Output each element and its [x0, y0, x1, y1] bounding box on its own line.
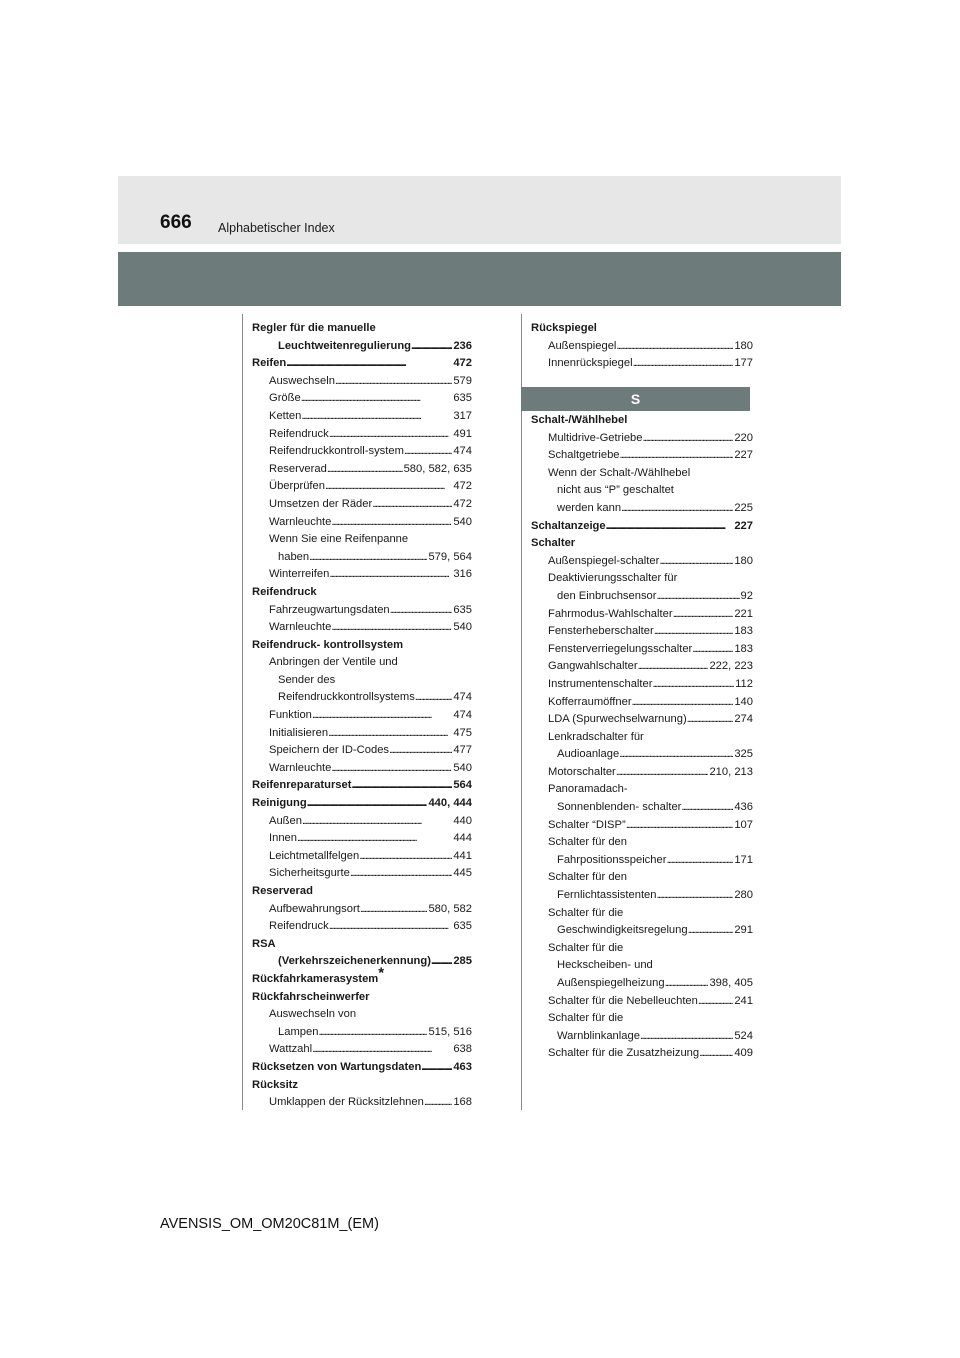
index-entry-term: Lampen	[278, 1025, 319, 1038]
index-entry-term: Rückfahrkamerasystem	[252, 972, 379, 985]
index-entry	[531, 887, 753, 905]
index-entry	[531, 957, 753, 975]
dot-leader	[606, 518, 734, 536]
index-entry	[531, 1028, 753, 1046]
index-entry-term: den Einbruchsensor	[557, 589, 657, 602]
index-entry	[531, 764, 753, 782]
index-entry-page: 474	[453, 709, 472, 722]
index-entry-page: 440	[453, 814, 472, 827]
index-entry-page: 225	[734, 501, 753, 514]
index-entry-term: Reifendruck	[269, 920, 329, 933]
index-entry-page: 472	[453, 480, 472, 493]
index-entry	[252, 1059, 472, 1077]
index-entry-term: Schalter für die	[548, 906, 624, 919]
dot-leader	[307, 795, 428, 813]
index-entry	[531, 905, 753, 923]
index-entry-page: 222, 223	[709, 660, 753, 673]
dot-leader	[301, 408, 452, 426]
index-entry-page: 180	[734, 554, 753, 567]
dot-leader	[360, 901, 428, 919]
index-entry-term: Wattzahl	[269, 1043, 313, 1056]
index-entry-term: Speichern der ID-Codes	[269, 744, 390, 757]
index-entry-page: 291	[734, 924, 753, 937]
index-entry-term: Schalter für die	[548, 941, 624, 954]
index-entry-page: 177	[734, 357, 753, 370]
dot-leader	[657, 588, 740, 606]
dot-leader	[621, 500, 733, 518]
index-entry-term: LDA (Spurwechselwarnung)	[548, 713, 687, 726]
index-entry	[531, 465, 753, 483]
index-entry-term: Initialisieren	[269, 726, 329, 739]
index-entry	[252, 742, 472, 760]
index-entry-term: Deaktivierungsschalter für	[548, 572, 678, 585]
index-entry	[252, 637, 472, 655]
dot-leader	[312, 1041, 452, 1059]
index-entry-term: Warnleuchte	[269, 515, 332, 528]
index-entry-page: 92	[740, 589, 753, 602]
index-entry	[531, 355, 753, 373]
index-entry-term: Fensterheberschalter	[548, 625, 654, 638]
index-entry	[252, 901, 472, 919]
footnote-star: *	[378, 964, 385, 982]
index-entry-page: 236	[453, 339, 472, 352]
dot-leader	[329, 426, 453, 444]
index-entry-term: Schalter für die Zusatzheizung	[548, 1047, 700, 1060]
index-entry	[252, 936, 472, 954]
index-entry-page: 564	[453, 779, 472, 792]
index-entry-page: 180	[734, 339, 753, 352]
index-entry-term: Schalter für den	[548, 836, 627, 849]
index-entry-page: 580, 582, 635	[403, 462, 472, 475]
index-entry	[531, 711, 753, 729]
index-entry-term: Auswechseln von	[269, 1008, 357, 1021]
index-entry-page: 317	[453, 409, 472, 422]
dot-leader	[411, 338, 452, 356]
index-entry-term: Fahrzeugwartungsdaten	[269, 603, 390, 616]
index-entry-page: 580, 582	[428, 902, 472, 915]
index-entry-term: Leichtmetallfelgen	[269, 849, 360, 862]
index-entry	[531, 1010, 753, 1028]
index-entry-page: 635	[453, 920, 472, 933]
index-entry	[252, 918, 472, 936]
index-entry-page: 474	[453, 691, 472, 704]
index-entry	[531, 729, 753, 747]
index-entry	[531, 500, 753, 518]
index-entry-term: nicht aus “P” geschaltet	[557, 484, 674, 497]
dot-leader	[318, 1024, 427, 1042]
index-entry	[531, 641, 753, 659]
dot-leader	[424, 1094, 452, 1112]
index-entry-page: 285	[453, 955, 472, 968]
index-entry-term: Sonnenblenden- schalter	[557, 801, 682, 814]
dot-leader	[325, 478, 452, 496]
index-entry-page: 472	[453, 357, 472, 370]
dot-leader	[359, 848, 452, 866]
dot-leader	[657, 887, 734, 905]
index-entry-term: Anbringen der Ventile und	[269, 656, 398, 669]
index-entry-page: 171	[734, 853, 753, 866]
index-entry-term: Schalter für den	[548, 871, 627, 884]
index-entry-term: Leuchtweitenregulierung	[278, 339, 412, 352]
index-entry-page: 241	[734, 994, 753, 1007]
index-entry-term: Sender des	[278, 673, 336, 686]
index-entry-page: 635	[453, 392, 472, 405]
index-entry-page: 210, 213	[709, 765, 753, 778]
index-entry	[252, 461, 472, 479]
index-entry	[252, 883, 472, 901]
index-entry	[252, 707, 472, 725]
index-entry-page: 436	[734, 801, 753, 814]
index-entry-page: 168	[453, 1096, 472, 1109]
index-entry-term: Schalter “DISP”	[548, 818, 626, 831]
index-entry-term: Innen	[269, 832, 297, 845]
header-dark-bar	[118, 252, 841, 306]
index-entry	[252, 496, 472, 514]
index-entry	[252, 531, 472, 549]
index-entry-page: 398, 405	[709, 977, 753, 989]
dot-leader	[297, 830, 452, 848]
index-entry-term: Warnleuchte	[269, 761, 332, 774]
index-entry-page: 540	[453, 621, 472, 634]
index-entry-term: Reifenreparaturset	[252, 779, 352, 792]
dot-leader	[331, 619, 452, 637]
index-entry-page: 441	[453, 849, 472, 862]
dot-leader	[302, 813, 452, 831]
index-entry	[252, 654, 472, 672]
index-entry-term: Außen	[269, 814, 302, 827]
index-entry-term: Gangwahlschalter	[548, 660, 638, 673]
index-entry	[252, 443, 472, 461]
index-entry-term: Ketten	[269, 409, 302, 422]
index-entry-term: Innenrückspiegel	[548, 357, 633, 370]
dot-leader	[415, 689, 453, 707]
index-entry	[531, 623, 753, 641]
index-entry-page: 183	[734, 625, 753, 638]
index-entry-term: Fahrpositionsspeicher	[557, 853, 667, 866]
index-entry	[531, 553, 753, 571]
index-entry	[531, 588, 753, 606]
dot-leader	[350, 865, 452, 883]
section-letter-bar: S	[521, 387, 750, 411]
index-entry	[252, 725, 472, 743]
index-entry	[531, 940, 753, 958]
index-entry-term: Reserverad	[252, 885, 313, 897]
index-entry	[252, 426, 472, 444]
index-entry-page: 316	[453, 568, 472, 581]
dot-leader	[665, 975, 709, 993]
dot-leader	[372, 496, 452, 514]
index-entry	[252, 549, 472, 567]
index-entry-page: 220	[734, 431, 753, 444]
index-entry	[252, 777, 472, 795]
index-entry	[252, 830, 472, 848]
dot-leader	[404, 443, 452, 461]
index-entry	[531, 869, 753, 887]
column-rule-left	[242, 314, 243, 1110]
index-entry-term: Reifendruck	[252, 585, 317, 598]
dot-leader	[329, 918, 453, 936]
index-entry-page: 444	[453, 832, 472, 845]
column-rule-middle	[521, 314, 522, 1110]
index-entry	[531, 412, 753, 430]
index-entry	[531, 535, 753, 553]
index-entry	[252, 619, 472, 637]
index-entry-term: werden kann	[557, 501, 622, 514]
index-entry-term: Aufbewahrungsort	[269, 902, 360, 915]
index-entry-term: Warnblinkanlage	[557, 1029, 640, 1042]
dot-leader	[626, 817, 734, 835]
index-entry-page: 445	[453, 867, 472, 880]
dot-leader	[286, 355, 452, 373]
index-entry-page: 140	[734, 695, 753, 708]
index-entry-term: Rücksitz	[252, 1078, 299, 1091]
index-entry	[252, 953, 472, 971]
index-entry-term: Umklappen der Rücksitzlehnen	[269, 1096, 424, 1109]
dot-leader	[616, 764, 709, 782]
index-entry-page: 579, 564	[428, 550, 472, 563]
index-entry-term: Multidrive-Getriebe	[548, 431, 643, 444]
index-entry	[252, 989, 472, 1007]
index-entry-term: Umsetzen der Räder	[269, 497, 373, 510]
index-entry	[252, 1094, 472, 1112]
index-entry	[531, 975, 753, 993]
index-entry-term: Funktion	[269, 709, 312, 722]
index-entry	[252, 320, 472, 338]
index-entry	[531, 694, 753, 712]
index-entry	[531, 834, 753, 852]
index-entry	[252, 602, 472, 620]
index-entry-page: 221	[734, 607, 753, 620]
index-entry-page: 409	[734, 1047, 753, 1060]
index-entry	[531, 518, 753, 536]
index-entry-page: 325	[734, 748, 753, 761]
index-entry-page: 227	[734, 519, 753, 532]
index-column-right-top	[531, 320, 753, 373]
dot-leader	[666, 852, 733, 870]
section-title: Alphabetischer Index	[218, 221, 335, 235]
index-entry	[252, 848, 472, 866]
dot-leader	[309, 549, 427, 567]
index-entry	[531, 799, 753, 817]
index-entry-term: Panoramadach-	[548, 783, 628, 796]
index-entry	[252, 373, 472, 391]
index-entry-term: Heckscheiben- und	[557, 959, 653, 972]
index-entry-term: Schaltgetriebe	[548, 449, 620, 462]
index-entry-term: Reifendruckkontroll-system	[269, 445, 404, 458]
index-entry-term: Außenspiegelheizung	[557, 977, 665, 989]
index-entry	[531, 658, 753, 676]
dot-leader	[638, 658, 709, 676]
index-entry-term: Wenn Sie eine Reifenpanne	[269, 533, 409, 546]
index-entry-page: 635	[453, 603, 472, 616]
dot-leader	[652, 676, 734, 694]
index-entry-page: 540	[453, 761, 472, 774]
index-entry-page: 107	[734, 818, 753, 831]
index-entry-term: (Verkehrszeichenerkennung)	[278, 955, 431, 968]
dot-leader	[688, 922, 734, 940]
dot-leader	[616, 338, 733, 356]
dot-leader	[301, 390, 453, 408]
index-entry	[252, 338, 472, 356]
index-entry	[252, 1024, 472, 1042]
dot-leader	[331, 760, 452, 778]
index-entry	[531, 338, 753, 356]
index-entry-page: 524	[734, 1029, 753, 1042]
index-entry-term: Schalt-/Wählhebel	[531, 414, 628, 426]
index-entry-term: Wenn der Schalt-/Wählhebel	[548, 466, 691, 479]
index-entry-term: Rückfahrscheinwerfer	[252, 990, 370, 1003]
index-entry	[252, 795, 472, 813]
index-entry	[252, 689, 472, 707]
index-entry-page: 540	[453, 515, 472, 528]
dot-leader	[659, 553, 733, 571]
document-footer: AVENSIS_OM_OM20C81M_(EM)	[160, 1216, 379, 1232]
index-entry	[531, 746, 753, 764]
dot-leader	[331, 514, 452, 532]
index-entry	[252, 355, 472, 373]
index-entry-term: Lenkradschalter für	[548, 730, 644, 743]
dot-leader	[692, 641, 733, 659]
dot-leader	[335, 373, 452, 391]
index-column-left	[252, 320, 472, 1112]
index-entry	[252, 566, 472, 584]
index-entry	[252, 1006, 472, 1024]
index-entry-page: 227	[734, 449, 753, 462]
dot-leader	[654, 623, 734, 641]
index-column-right	[531, 412, 753, 1063]
index-entry-term: Fensterverriegelungsschalter	[548, 642, 693, 655]
index-entry-page: 579	[453, 374, 472, 387]
index-entry-term: Auswechseln	[269, 374, 335, 387]
page-number: 666	[160, 212, 192, 233]
index-entry-term: Schalter für die Nebelleuchten	[548, 994, 698, 1007]
index-entry-page: 440, 444	[428, 797, 472, 810]
index-entry-term: Reifendruckkontrollsystems	[278, 691, 415, 704]
dot-leader	[351, 777, 452, 795]
dot-leader	[699, 1045, 733, 1063]
index-entry-page: 183	[734, 642, 753, 655]
dot-leader	[632, 694, 734, 712]
index-entry-term: RSA	[252, 937, 276, 950]
index-entry	[531, 570, 753, 588]
index-entry	[531, 447, 753, 465]
dot-leader	[312, 707, 452, 725]
index-entry-term: Reifendruck	[269, 427, 329, 440]
dot-leader	[329, 566, 452, 584]
index-entry-term: Rücksetzen von Wartungsdaten	[252, 1060, 422, 1073]
index-entry-page: 491	[453, 427, 472, 440]
dot-leader	[698, 993, 733, 1011]
index-entry-term: Audioanlage	[557, 748, 620, 761]
index-entry-term: Reinigung	[252, 797, 307, 810]
index-entry	[531, 606, 753, 624]
index-entry	[531, 1045, 753, 1063]
index-entry-term: Reifendruck- kontrollsystem	[252, 638, 404, 651]
dot-leader	[673, 606, 734, 624]
index-entry	[531, 817, 753, 835]
dot-leader	[619, 746, 733, 764]
index-entry	[252, 1077, 472, 1095]
index-entry	[531, 993, 753, 1011]
index-entry-page: 477	[453, 744, 472, 757]
index-entry-term: Sicherheitsgurte	[269, 867, 350, 880]
index-entry-term: Schalter für die	[548, 1012, 624, 1025]
index-entry-term: Größe	[269, 392, 301, 405]
index-entry	[531, 676, 753, 694]
index-entry-term: Regler für die manuelle	[252, 322, 376, 334]
dot-leader	[327, 461, 403, 479]
index-entry	[531, 852, 753, 870]
index-entry-term: Überprüfen	[269, 480, 325, 493]
index-entry	[252, 514, 472, 532]
index-entry	[252, 964, 472, 989]
index-entry-term: haben	[278, 550, 310, 563]
index-entry	[252, 760, 472, 778]
index-entry-page: 474	[453, 445, 472, 458]
index-entry-page: 274	[734, 713, 753, 726]
index-entry	[252, 813, 472, 831]
index-entry-term: Geschwindigkeitsregelung	[557, 924, 688, 937]
dot-leader	[640, 1028, 733, 1046]
index-entry-term: Kofferraumöffner	[548, 695, 632, 708]
index-entry-term: Außenspiegel-schalter	[548, 554, 660, 567]
index-entry	[531, 482, 753, 500]
index-entry	[252, 1041, 472, 1059]
index-entry-term: Instrumentenschalter	[548, 677, 653, 690]
dot-leader	[431, 953, 452, 971]
dot-leader	[390, 602, 453, 620]
index-entry-term: Fahrmodus-Wahlschalter	[548, 607, 673, 620]
index-entry-term: Außenspiegel	[548, 339, 617, 352]
index-entry-page: 472	[453, 497, 472, 510]
index-entry-term: Motorschalter	[548, 765, 616, 778]
dot-leader	[328, 725, 452, 743]
index-entry	[531, 320, 753, 338]
index-entry-page: 475	[453, 726, 472, 739]
index-entry-page: 280	[734, 889, 753, 902]
index-entry	[252, 408, 472, 426]
dot-leader	[643, 430, 734, 448]
index-entry	[531, 781, 753, 799]
index-entry-page: 515, 516	[428, 1025, 472, 1038]
dot-leader	[620, 447, 734, 465]
index-entry-term: Schaltanzeige	[531, 519, 606, 532]
index-entry-term: Fernlichtassistenten	[557, 889, 657, 902]
index-entry	[531, 922, 753, 940]
index-entry-term: Warnleuchte	[269, 621, 332, 634]
index-entry-term: Reserverad	[269, 462, 327, 475]
index-entry-page: 112	[735, 677, 753, 690]
index-entry-page: 463	[453, 1060, 472, 1073]
index-entry	[252, 390, 472, 408]
index-entry-page: 638	[453, 1043, 472, 1056]
index-entry-term: Schalter	[531, 537, 576, 550]
dot-leader	[681, 799, 733, 817]
dot-leader	[687, 711, 734, 729]
index-entry-term: Reifen	[252, 357, 287, 370]
dot-leader	[633, 355, 734, 373]
index-entry-term: Rückspiegel	[531, 322, 597, 334]
index-entry	[252, 865, 472, 883]
index-entry	[531, 430, 753, 448]
index-entry-term: Winterreifen	[269, 568, 330, 581]
dot-leader	[389, 742, 452, 760]
index-entry	[252, 478, 472, 496]
index-entry	[252, 584, 472, 602]
index-entry	[252, 672, 472, 690]
dot-leader	[421, 1059, 452, 1077]
